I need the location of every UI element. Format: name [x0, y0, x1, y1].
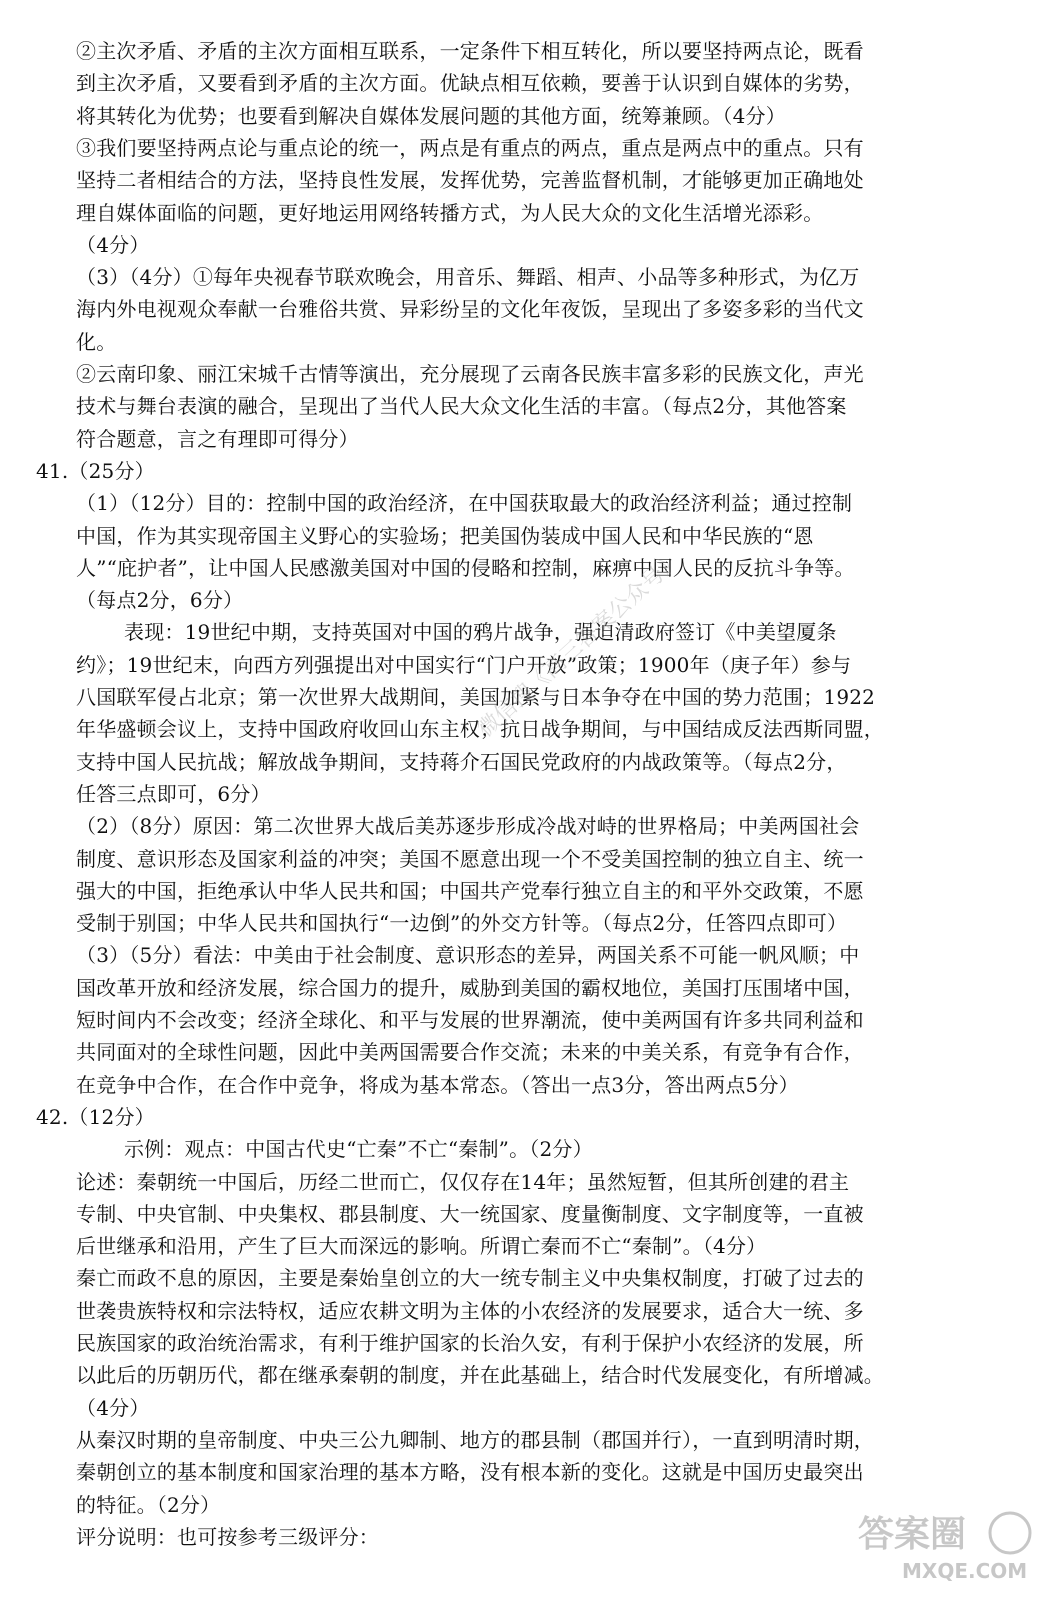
text-line: 坚持二者相结合的方法，坚持良性发展，发挥优势，完善监督机制，才能够更加正确地处 — [76, 168, 864, 193]
text-line: 八国联军侵占北京；第一次世界大战期间，美国加紧与日本争夺在中国的势力范围；1922 — [76, 685, 876, 709]
text-line: （4分） — [76, 1395, 150, 1420]
text-line: 到主次矛盾，又要看到矛盾的主次方面。优缺点相互依赖，要善于认识到自媒体的劣势， — [76, 71, 864, 96]
text-line: （每点2分，6分） — [76, 588, 244, 613]
text-line: 技术与舞台表演的融合，呈现出了当代人民大众文化生活的丰富。（每点2分，其他答案 — [76, 394, 847, 419]
text-line: 评分说明：也可按参考三级评分： — [76, 1524, 379, 1549]
text-line: 国改革开放和经济发展，综合国力的提升，威胁到美国的霸权地位，美国打压围堵中国， — [76, 975, 864, 1000]
text-line: （1）（12分）目的：控制中国的政治经济，在中国获取最大的政治经济利益；通过控制 — [76, 491, 853, 516]
logo-circle-icon — [990, 1513, 1030, 1553]
text-line: （2）（8分）原因：第二次世界大战后美苏逐步形成冷战对峙的世界格局；中美两国社会 — [76, 814, 860, 839]
text-line: 年华盛顿会议上，支持中国政府收回山东主权；抗日战争期间，与中国结成反法西斯同盟， — [76, 717, 884, 742]
logo-main-text: 答案圈 — [858, 1514, 967, 1555]
text-line: 41.（25分） — [36, 458, 155, 483]
text-line: 42.（12分） — [36, 1104, 155, 1129]
text-line: 世袭贵族特权和宗法特权，适应农耕文明为主体的小农经济的发展要求，适合大一统、多 — [76, 1298, 864, 1323]
text-line: 符合题意，言之有理即可得分） — [76, 426, 359, 451]
text-line: 约》；19世纪末，向西方列强提出对中国实行“门户开放”政策；1900年（庚子年）参与 — [76, 652, 852, 677]
text-line: 表现：19世纪中期，支持英国对中国的鸦片战争，强迫清政府签订《中美望厦条 — [124, 620, 837, 645]
logo-sub-text: MXQE.COM — [902, 1559, 1028, 1583]
text-line: 人”“庇护者”，让中国人民感激美国对中国的侵略和控制，麻痹中国人民的反抗斗争等。 — [76, 555, 855, 580]
text-line: 中国，作为其实现帝国主义野心的实验场；把美国伪装成中国人民和中华民族的“恩 — [76, 523, 814, 548]
text-line: 共同面对的全球性问题，因此中美两国需要合作交流；未来的中美关系，有竞争有合作， — [76, 1040, 864, 1065]
text-line: 专制、中央官制、中央集权、郡县制度、大一统国家、度量衡制度、文字制度等，一直被 — [76, 1201, 864, 1226]
text-line: 的特征。（2分） — [76, 1492, 221, 1517]
text-line: 论述：秦朝统一中国后，历经二世而亡，仅仅存在14年；虽然短暂，但其所创建的君主 — [76, 1169, 850, 1194]
text-line: 化。 — [76, 329, 117, 354]
text-line: 秦朝创立的基本制度和国家治理的基本方略，没有根本新的变化。这就是中国历史最突出 — [76, 1460, 864, 1485]
text-line: ②云南印象、丽江宋城千古情等演出，充分展现了云南各民族丰富多彩的民族文化，声光 — [76, 362, 864, 386]
text-line: （4分） — [76, 232, 150, 257]
text-line: （3）（5分）看法：中美由于社会制度、意识形态的差异，两国关系不可能一帆风顺；中 — [76, 943, 860, 968]
text-line: 理自媒体面临的问题，更好地运用网络转播方式，为人民大众的文化生活增光添彩。 — [76, 200, 824, 225]
text-line: （3）（4分）①每年央视春节联欢晚会，用音乐、舞蹈、相声、小品等多种形式，为亿万 — [76, 265, 860, 290]
text-line: 受制于别国；中华人民共和国执行“一边倒”的外交方针等。（每点2分，任答四点即可） — [76, 911, 848, 936]
text-line: 支持中国人民抗战；解放战争期间，支持蒋介石国民党政府的内战政策等。（每点2分， — [76, 749, 847, 774]
text-line: 民族国家的政治统治需求，有利于维护国家的长治久安，有利于保护小农经济的发展，所 — [76, 1331, 864, 1355]
text-line: 从秦汉时期的皇帝制度、中央三公九卿制、地方的郡县制（郡国并行），一直到明清时期， — [76, 1427, 874, 1452]
text-line: 在竞争中合作，在合作中竞争，将成为基本常态。（答出一点3分，答出两点5分） — [76, 1072, 799, 1097]
text-line: 后世继承和沿用，产生了巨大而深远的影响。所谓亡秦而不亡“秦制”。（4分） — [76, 1234, 767, 1259]
text-line: 秦亡而政不息的原因，主要是秦始皇创立的大一统专制主义中央集权制度，打破了过去的 — [76, 1266, 864, 1291]
text-line: 任答三点即可，6分） — [76, 781, 271, 806]
text-line: 短时间内不会改变；经济全球化、和平与发展的世界潮流，使中美两国有许多共同利益和 — [76, 1008, 864, 1032]
text-line: ②主次矛盾、矛盾的主次方面相互联系，一定条件下相互转化，所以要坚持两点论，既看 — [76, 39, 864, 63]
watermark-logo — [850, 1500, 1040, 1586]
text-line: 强大的中国，拒绝承认中华人民共和国；中国共产党奉行独立自主的和平外交政策，不愿 — [76, 878, 864, 903]
text-line: 制度、意识形态及国家利益的冲突；美国不愿意出现一个不受美国控制的独立自主、统一 — [76, 846, 864, 871]
text-line: 将其转化为优势；也要看到解决自媒体发展问题的其他方面，统筹兼顾。（4分） — [76, 103, 786, 128]
text-line: 示例：观点：中国古代史“亡秦”不亡“秦制”。（2分） — [124, 1137, 593, 1162]
text-line: 以此后的历朝历代，都在继承秦朝的制度，并在此基础上，结合时代发展变化，有所增减。 — [76, 1363, 884, 1388]
text-line: 海内外电视观众奉献一台雅俗共赏、异彩纷呈的文化年夜饭，呈现出了多姿多彩的当代文 — [76, 297, 864, 322]
text-line: ③我们要坚持两点论与重点论的统一，两点是有重点的两点，重点是两点中的重点。只有 — [76, 135, 864, 160]
watermark-text: 微信搜《高三答案公众号》 — [473, 547, 687, 743]
